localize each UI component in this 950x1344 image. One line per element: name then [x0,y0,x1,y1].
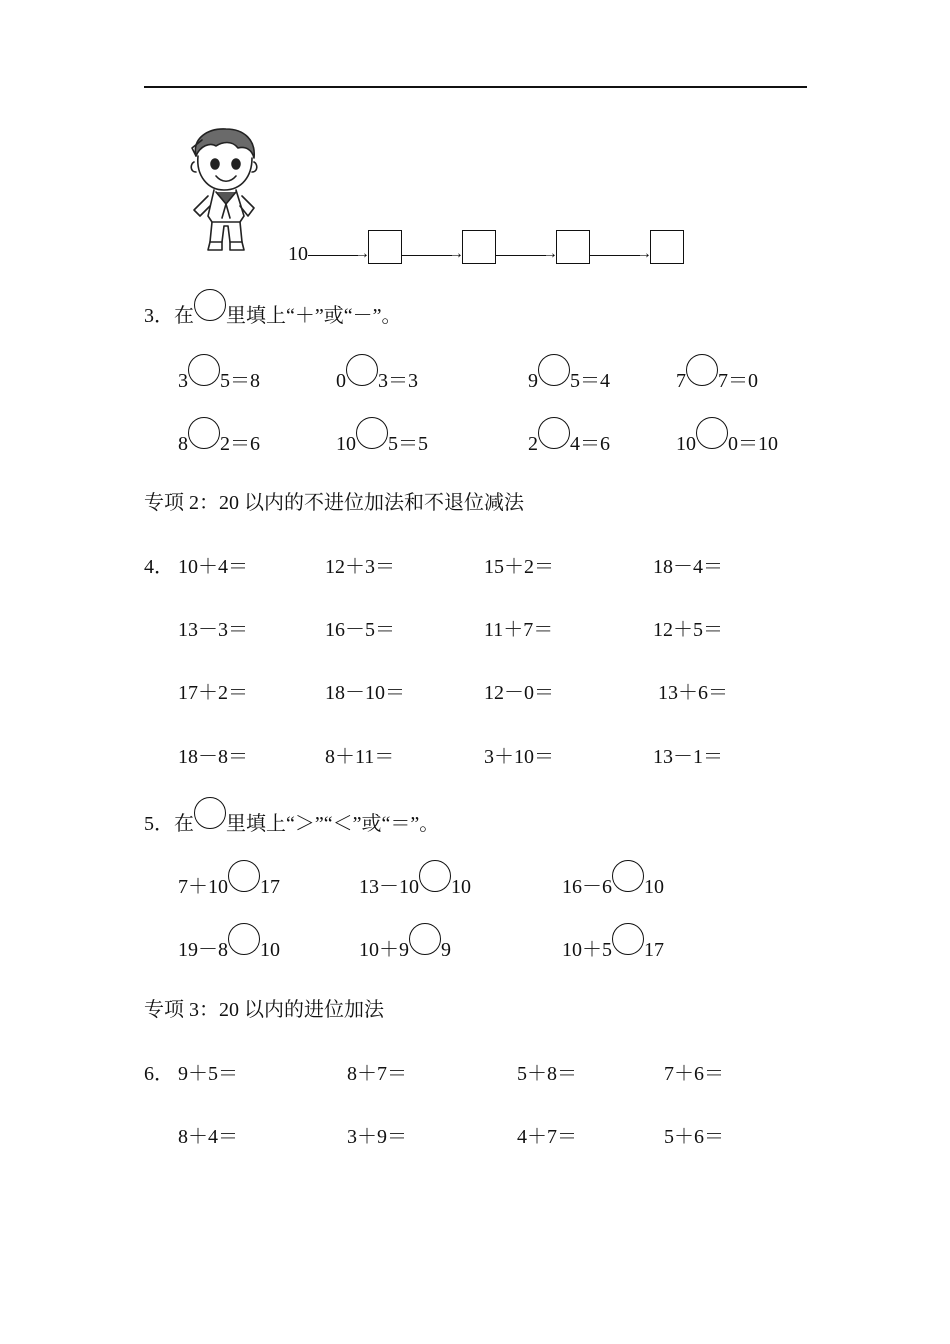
q4-item: 8＋11＝ [325,746,395,768]
blank-circle[interactable] [228,936,260,956]
q4-label: 4． [144,556,174,578]
blank-circle[interactable] [356,430,388,450]
blank-circle[interactable] [696,430,728,450]
q6-item: 5＋6＝ [664,1126,724,1148]
boy-illustration [186,126,262,258]
blank-circle[interactable] [538,430,570,450]
q4-item: 11＋7＝ [484,619,554,641]
q4-item: 18－10＝ [325,682,405,704]
q3-item: 8 2＝6 [178,430,260,454]
q4-item: 15＋2＝ [484,556,554,578]
blank-circle[interactable] [188,367,220,387]
blank-circle[interactable] [419,873,451,893]
q5-title [144,810,439,834]
q5-item: 10＋9 9 [359,936,451,960]
answer-box[interactable] [462,230,496,264]
q6-label: 6． [144,1063,174,1085]
q3-item: 0 3＝3 [336,367,418,391]
q3-title [144,302,402,326]
q4-item: 13＋6＝ [658,682,728,704]
q4-item: 13－3＝ [178,619,248,641]
q5-item: 13－10 10 [359,873,471,897]
q5-title-prefix: 5．在 [144,813,194,835]
q5-item: 7＋10 17 [178,873,280,897]
q4-item: 16－5＝ [325,619,395,641]
answer-box[interactable] [650,230,684,264]
section-2-title: 专项 2：20 以内的不进位加法和不退位减法 [144,492,524,514]
arrow-icon: → [496,249,556,263]
blank-circle[interactable] [346,367,378,387]
q4-item: 13－1＝ [653,746,723,768]
q5-item: 10＋5 17 [562,936,664,960]
q4-item: 12－0＝ [484,682,554,704]
number-chain [288,230,684,264]
q6-item: 8＋4＝ [178,1126,238,1148]
q4-item: 12＋3＝ [325,556,395,578]
q6-item: 7＋6＝ [664,1063,724,1085]
blank-circle[interactable] [194,302,226,322]
q6-item: 4＋7＝ [517,1126,577,1148]
q3-title-suffix: 里填上“＋”或“－”。 [226,305,402,327]
blank-circle[interactable] [538,367,570,387]
q4-item: 18－8＝ [178,746,248,768]
q6-item: 5＋8＝ [517,1063,577,1085]
q3-item: 10 5＝5 [336,430,428,454]
answer-box[interactable] [368,230,402,264]
arrow-icon: → [590,249,650,263]
section-3-title: 专项 3：20 以内的进位加法 [144,999,384,1021]
q5-title-suffix: 里填上“＞”“＜”或“＝”。 [226,813,440,835]
q6-item: 9＋5＝ [178,1063,238,1085]
arrow-icon: → [308,249,368,263]
header-rule [144,86,807,88]
arrow-icon: → [402,249,462,263]
blank-circle[interactable] [612,873,644,893]
q6-item: 3＋9＝ [347,1126,407,1148]
q4-item: 17＋2＝ [178,682,248,704]
q3-item: 7 7＝0 [676,367,758,391]
q4-item: 10＋4＝ [178,556,248,578]
q3-item: 10 0＝10 [676,430,778,454]
q3-item: 9 5＝4 [528,367,610,391]
q5-item: 19－8 10 [178,936,280,960]
q5-item: 16－6 10 [562,873,664,897]
blank-circle[interactable] [409,936,441,956]
q3-title-prefix: 3．在 [144,305,194,327]
q3-item: 2 4＝6 [528,430,610,454]
q6-item: 8＋7＝ [347,1063,407,1085]
blank-circle[interactable] [188,430,220,450]
q3-item: 3 5＝8 [178,367,260,391]
blank-circle[interactable] [228,873,260,893]
blank-circle[interactable] [612,936,644,956]
blank-circle[interactable] [194,810,226,830]
q4-item: 12＋5＝ [653,619,723,641]
q4-item: 3＋10＝ [484,746,554,768]
q4-item: 18－4＝ [653,556,723,578]
answer-box[interactable] [556,230,590,264]
chain-start: 10 [288,243,308,265]
blank-circle[interactable] [686,367,718,387]
